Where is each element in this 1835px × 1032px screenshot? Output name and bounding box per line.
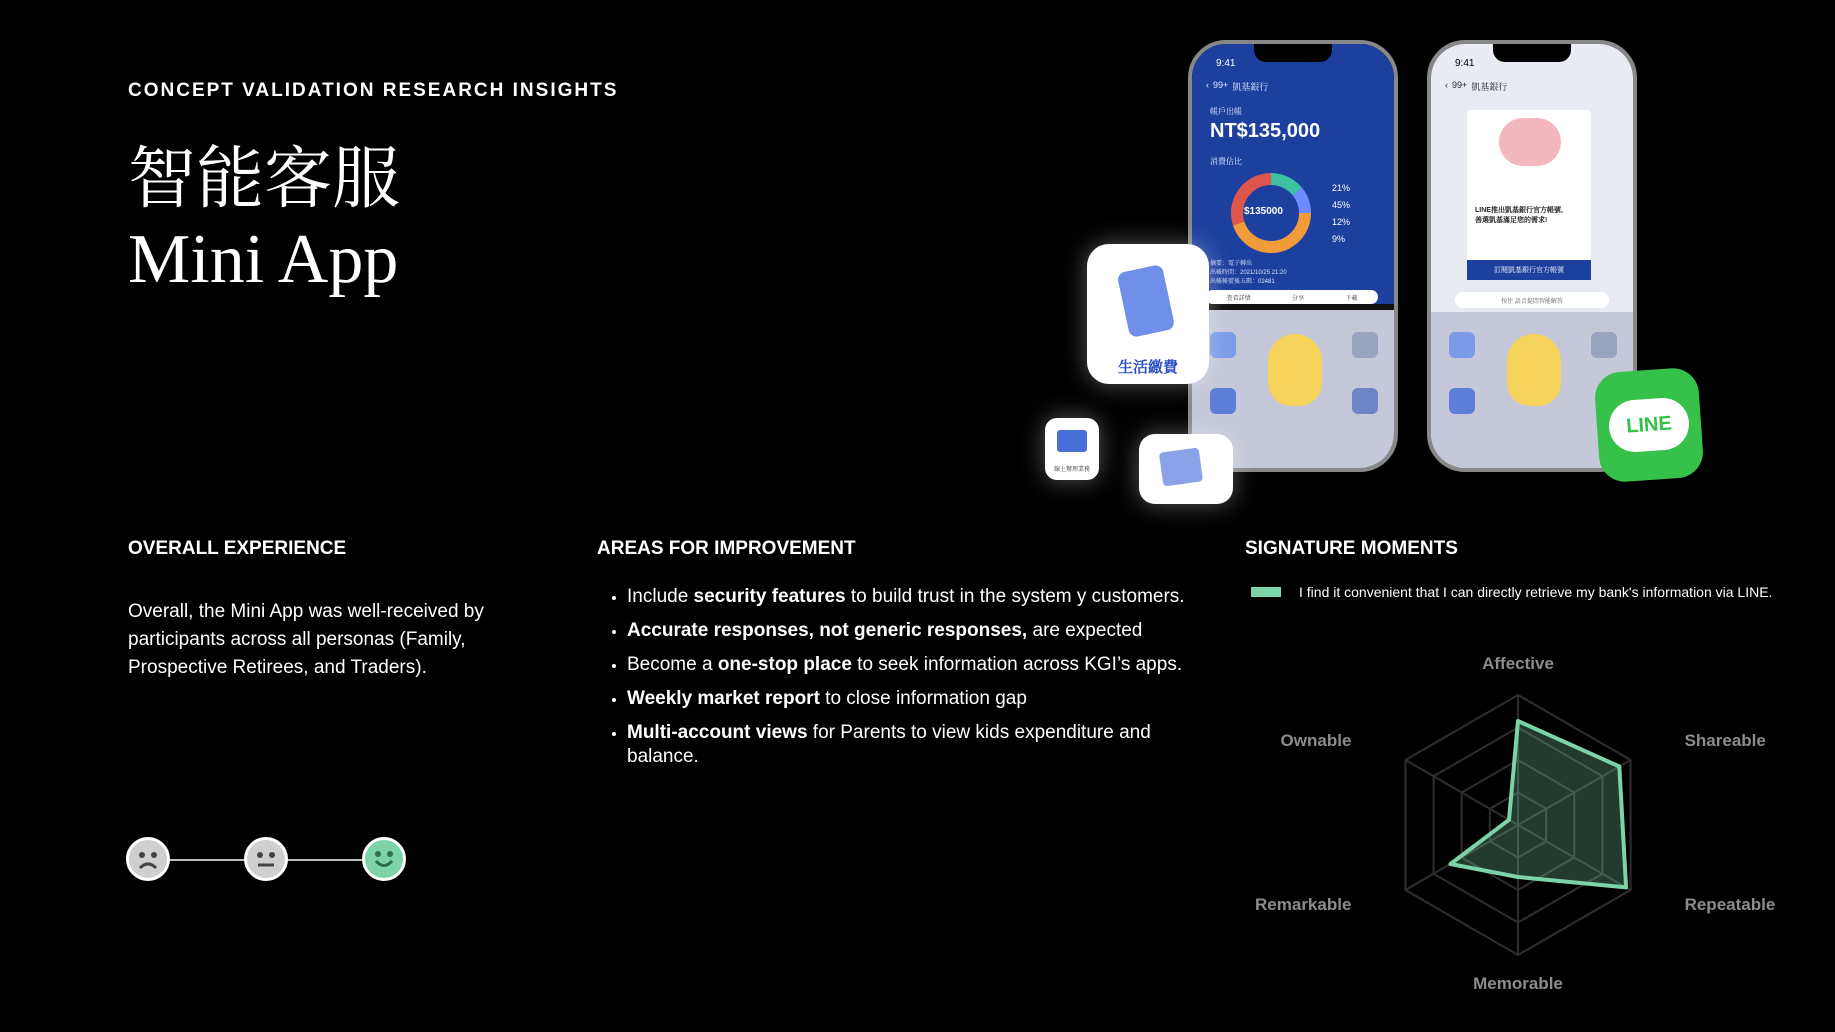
form-document-tile[interactable] <box>1139 434 1233 504</box>
donut-center-value: $135000 <box>1244 206 1283 217</box>
radar-axis-label-ownable: Ownable <box>1280 731 1352 750</box>
detail-summary: 摘要：電子轉出 <box>1210 261 1253 267</box>
improvement-item <box>627 687 1197 711</box>
sad-face-icon <box>126 837 170 881</box>
improvement-text-post: to close information gap <box>819 688 1027 709</box>
subscribe-button[interactable]: 訂閱凱基銀行官方帳號 <box>1467 260 1591 280</box>
improvement-heading: AREAS FOR IMPROVEMENT <box>597 538 856 559</box>
improvement-text-pre: Become a <box>627 654 718 675</box>
back-count: 99+ <box>1213 80 1229 90</box>
radar-axis-label-repeatable: Repeatable <box>1684 895 1776 914</box>
notch <box>1493 44 1571 62</box>
happy-face-icon <box>362 837 406 881</box>
online-business-label: 線上辦理業務 <box>1053 466 1090 473</box>
improvement-text-bold: Accurate responses, not generic responses, <box>627 620 1028 641</box>
page-title-english: Mini App <box>128 221 399 298</box>
back-count: 99+ <box>1452 80 1468 90</box>
phone-card-icon <box>1117 264 1176 338</box>
menu-icon-3[interactable] <box>1210 388 1236 414</box>
signature-quote <box>1251 584 1772 600</box>
radar-axis-label-shareable: Shareable <box>1684 731 1766 750</box>
improvement-text-bold: one-stop place <box>717 654 852 675</box>
back-chevron-icon[interactable]: ‹ <box>1445 80 1448 90</box>
percent-4: 9% <box>1332 234 1346 244</box>
improvement-item <box>627 619 1197 643</box>
document-pen-icon <box>1159 447 1203 486</box>
percent-legend <box>1332 180 1350 248</box>
detail-time: 出帳時間：2021/10/25 21:20 <box>1210 270 1287 276</box>
action-bar <box>1206 290 1378 304</box>
quote-text: I find it convenient that I can directly retrieve my bank's information via LINE. <box>1299 584 1773 600</box>
chat-bank-name: 凱基銀行 <box>1232 82 1269 92</box>
status-time: 9:41 <box>1455 58 1475 69</box>
promo-title <box>1475 206 1585 226</box>
phone-mockup-left <box>1188 40 1398 472</box>
radar-chart <box>1240 630 1800 1020</box>
piggy-bank-icon <box>1499 118 1561 166</box>
action-share[interactable]: 分享 <box>1291 295 1304 302</box>
improvement-text-bold: Weekly market report <box>627 688 820 709</box>
back-chevron-icon[interactable]: ‹ <box>1206 80 1209 90</box>
improvement-text-post: to seek information across KGI’s apps. <box>851 654 1183 675</box>
percent-2: 45% <box>1332 200 1351 210</box>
menu-icon-1[interactable] <box>1210 332 1236 358</box>
menu-icon-2[interactable] <box>1352 332 1378 358</box>
life-payment-label: 生活繳費 <box>1117 358 1178 376</box>
status-time: 9:41 <box>1216 58 1236 69</box>
action-details[interactable]: 查看詳情 <box>1226 295 1251 302</box>
chat-header <box>1445 80 1507 93</box>
spend-label: 消費佔比 <box>1210 157 1242 166</box>
page-title-chinese: 智能客服 <box>128 140 401 219</box>
radar-series-area <box>1450 721 1626 887</box>
account-amount: NT$135,000 <box>1210 120 1321 142</box>
percent-1: 21% <box>1332 183 1351 193</box>
transfer-details <box>1210 260 1287 287</box>
detail-account: 出帳帳號後五碼：02481 <box>1210 279 1275 285</box>
voice-question-button[interactable]: 按住 語音提問智能解答 <box>1455 292 1609 308</box>
overall-heading: OVERALL EXPERIENCE <box>128 538 347 559</box>
line-logo-text: LINE <box>1607 396 1690 453</box>
radar-axis-label-affective: Affective <box>1482 654 1554 673</box>
radar-axis-label-remarkable: Remarkable <box>1255 895 1352 914</box>
online-business-tile[interactable] <box>1045 418 1099 480</box>
improvement-text-pre: Include <box>627 586 694 607</box>
percent-3: 12% <box>1332 217 1351 227</box>
line-logo <box>1593 367 1704 484</box>
account-label: 帳戶出帳 <box>1210 107 1242 116</box>
improvement-list <box>597 585 1197 779</box>
legend-swatch <box>1251 587 1281 597</box>
promo-title-1: LINE推出凱基銀行官方帳號, <box>1475 207 1563 214</box>
menu-icon-2[interactable] <box>1591 332 1617 358</box>
chat-header <box>1206 80 1268 93</box>
notch <box>1254 44 1332 62</box>
improvement-item <box>627 585 1197 609</box>
improvement-text-post: for Parents to view kids expenditure and balance. <box>627 722 1151 767</box>
life-payment-tile[interactable] <box>1087 244 1209 384</box>
promo-title-2: 善選凱基滿足您的需求! <box>1475 217 1548 224</box>
laptop-icon <box>1057 430 1087 452</box>
menu-icon-1[interactable] <box>1449 332 1475 358</box>
sentiment-scale <box>126 837 412 885</box>
chat-bank-name: 凱基銀行 <box>1471 82 1508 92</box>
action-download[interactable]: 下載 <box>1345 295 1358 302</box>
neutral-face-icon <box>244 837 288 881</box>
improvement-item <box>627 653 1197 677</box>
improvement-text-bold: security features <box>693 586 846 607</box>
chick-mascot-icon <box>1268 334 1322 406</box>
signature-heading: SIGNATURE MOMENTS <box>1245 538 1458 559</box>
chick-mascot-icon <box>1507 334 1561 406</box>
improvement-text-post: to build trust in the system y customers. <box>845 586 1185 607</box>
improvement-item <box>627 721 1197 769</box>
improvement-text-bold: Multi-account views <box>627 722 808 743</box>
menu-icon-4[interactable] <box>1352 388 1378 414</box>
radar-axis-label-memorable: Memorable <box>1473 974 1563 993</box>
eyebrow-title: CONCEPT VALIDATION RESEARCH INSIGHTS <box>128 80 619 101</box>
improvement-text-post: are expected <box>1027 620 1143 641</box>
overall-body: Overall, the Mini App was well-received by participants across all personas (Family, Prospective Retirees, and Traders). <box>128 601 484 678</box>
menu-icon-3[interactable] <box>1449 388 1475 414</box>
